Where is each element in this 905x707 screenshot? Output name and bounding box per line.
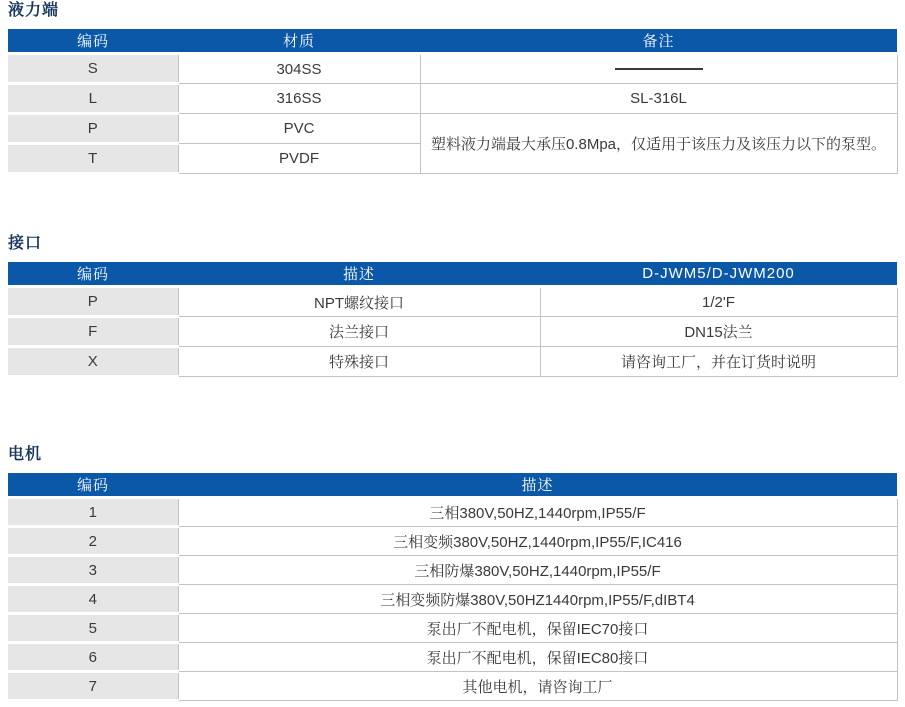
section-motor xyxy=(8,446,897,702)
code-cell: S xyxy=(8,54,178,84)
motor-row-2 xyxy=(8,527,897,556)
code-cell: F xyxy=(8,317,178,347)
code-cell: T xyxy=(8,144,178,174)
interface-table-header xyxy=(8,262,897,287)
motor-row-5 xyxy=(8,614,897,643)
header-row xyxy=(8,29,897,54)
code-cell: 6 xyxy=(8,643,178,672)
motor-row-7 xyxy=(8,672,897,701)
interface-row-p xyxy=(8,287,897,317)
interface-table xyxy=(8,262,898,378)
motor-row-1 xyxy=(8,498,897,527)
code-cell: 3 xyxy=(8,556,178,585)
code-cell: 2 xyxy=(8,527,178,556)
material-cell: 316SS xyxy=(178,84,420,114)
remark-cell: SL-316L xyxy=(420,84,897,114)
desc-cell: 三相380V,50HZ,1440rpm,IP55/F xyxy=(178,498,897,527)
header-row xyxy=(8,473,897,498)
code-cell: 7 xyxy=(8,672,178,701)
material-cell: PVDF xyxy=(178,144,420,174)
desc-cell: 其他电机，请咨询工厂 xyxy=(178,672,897,701)
desc-cell: 泵出厂不配电机，保留IEC70接口 xyxy=(178,614,897,643)
hydraulic-end-table xyxy=(8,29,898,175)
code-cell: 1 xyxy=(8,498,178,527)
code-cell: 5 xyxy=(8,614,178,643)
remark-cell xyxy=(420,54,897,84)
interface-header-model: D-JWM5/D-JWM200 xyxy=(540,262,897,287)
motor-row-6 xyxy=(8,643,897,672)
motor-table-header xyxy=(8,473,897,498)
header-row xyxy=(8,262,897,287)
hydraulic-row-p xyxy=(8,114,897,144)
desc-cell: NPT螺纹接口 xyxy=(178,287,540,317)
section-title-motor: 电机 xyxy=(8,446,43,463)
model-cell: 请咨询工厂，并在订货时说明 xyxy=(540,347,897,377)
model-cell: 1/2'F xyxy=(540,287,897,317)
desc-cell: 法兰接口 xyxy=(178,317,540,347)
hydraulic-row-s xyxy=(8,54,897,84)
desc-cell: 泵出厂不配电机，保留IEC80接口 xyxy=(178,643,897,672)
motor-header-code: 编码 xyxy=(8,473,178,498)
motor-row-4 xyxy=(8,585,897,614)
code-cell: 4 xyxy=(8,585,178,614)
interface-header-code: 编码 xyxy=(8,262,178,287)
hydraulic-row-l xyxy=(8,84,897,114)
code-cell: P xyxy=(8,287,178,317)
motor-row-3 xyxy=(8,556,897,585)
interface-row-x xyxy=(8,347,897,377)
hydraulic-header-code: 编码 xyxy=(8,29,178,54)
hydraulic-table-header xyxy=(8,29,897,54)
hydraulic-header-material: 材质 xyxy=(178,29,420,54)
material-cell: PVC xyxy=(178,114,420,144)
code-cell: L xyxy=(8,84,178,114)
model-cell: DN15法兰 xyxy=(540,317,897,347)
desc-cell: 三相防爆380V,50HZ,1440rpm,IP55/F xyxy=(178,556,897,585)
code-cell: P xyxy=(8,114,178,144)
desc-cell: 三相变频380V,50HZ,1440rpm,IP55/F,IC416 xyxy=(178,527,897,556)
section-title-interface: 接口 xyxy=(8,235,43,252)
section-title-hydraulic-end: 液力端 xyxy=(8,2,60,19)
long-dash-line xyxy=(615,68,703,70)
desc-cell: 特殊接口 xyxy=(178,347,540,377)
material-cell: 304SS xyxy=(178,54,420,84)
code-cell: X xyxy=(8,347,178,377)
desc-cell: 三相变频防爆380V,50HZ1440rpm,IP55/F,dIBT4 xyxy=(178,585,897,614)
motor-header-desc: 描述 xyxy=(178,473,897,498)
section-interface xyxy=(8,235,897,378)
motor-table xyxy=(8,473,898,702)
hydraulic-header-remark: 备注 xyxy=(420,29,897,54)
remark-merged-cell: 塑料液力端最大承压0.8Mpa，仅适用于该压力及该压力以下的泵型。 xyxy=(420,114,897,174)
interface-header-desc: 描述 xyxy=(178,262,540,287)
section-hydraulic-end xyxy=(8,2,897,175)
interface-row-f xyxy=(8,317,897,347)
